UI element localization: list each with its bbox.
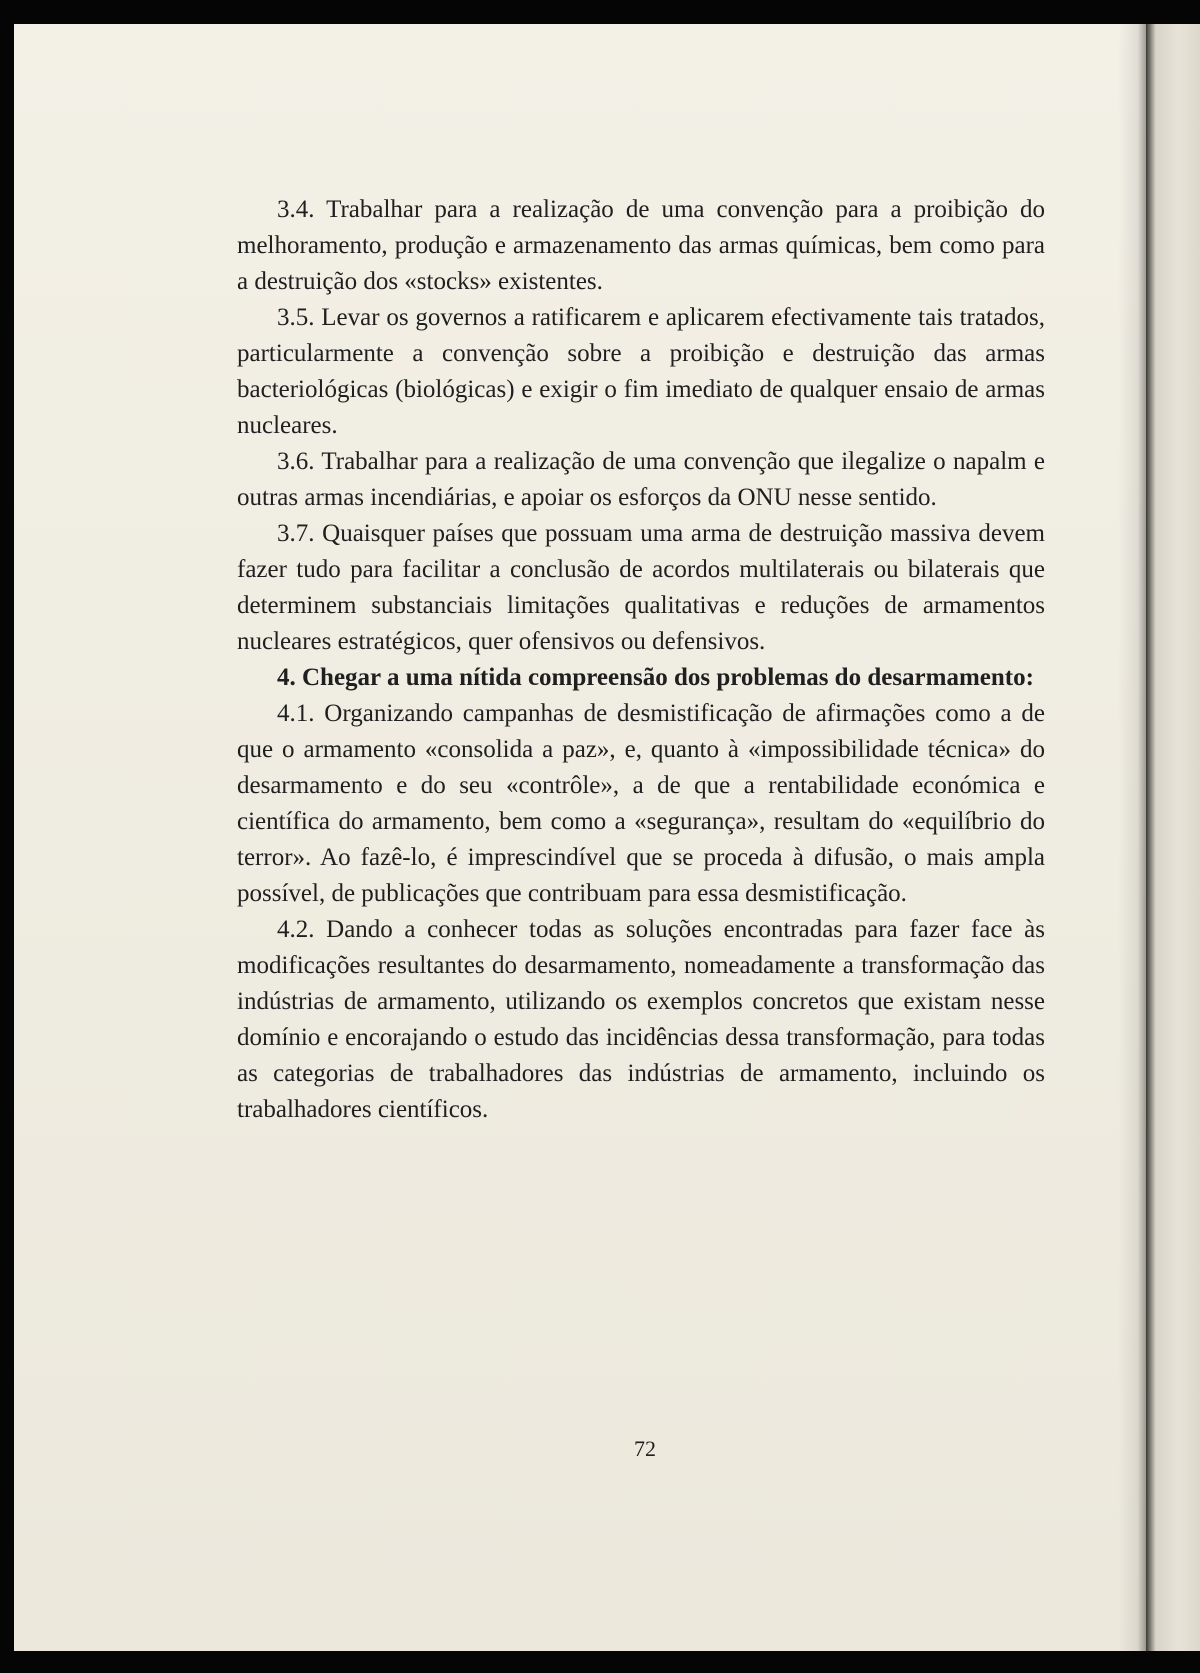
paragraph-4-1: 4.1. Organizando campanhas de desmistificação de afirmações como a de que o armamento «consolida a paz», e, quanto à «impossibilidade técnica» do desarmamento e do seu «contrôle», a de que a rentabilidade económica e científica do armamento, bem como a «segurança», resultam do «equilíbrio do terror». Ao fazê-lo, é imprescindível que se proceda à difusão, o mais ampla possível, de publicações que contribuam para essa desmistificação. (237, 700, 1045, 907)
section-heading-4: 4. Chegar a uma nítida compreensão dos problemas do desarmamento: (277, 664, 1034, 691)
gutter-shadow (1118, 24, 1146, 1651)
page-number: 72 (634, 1436, 656, 1461)
paragraph-4-2: 4.2. Dando a conhecer todas as soluções encontradas para fazer face às modificações resultantes do desarmamento, nomeadamente a transformação das indústrias de armamento, utilizando os exemplos concretos que existam nesse domínio e encorajando o estudo das incidências dessa transformação, para todas as categorias de trabalhadores das indústrias de armamento, incluindo os trabalhadores científicos. (237, 916, 1045, 1123)
adjacent-page-edge (1146, 24, 1200, 1651)
paragraph-3-6: 3.6. Trabalhar para a realização de uma convenção que ilegalize o napalm e outras armas incendiárias, e apoiar os esforços da ONU nesse sentido. (237, 448, 1045, 511)
body-text (237, 192, 1045, 1128)
paragraph-3-7: 3.7. Quaisquer países que possuam uma arma de destruição massiva devem fazer tudo para facilitar a conclusão de acordos multilaterais ou bilaterais que determinem substanciais limitações qualitativas e reduções de armamentos nucleares estratégicos, quer ofensivos ou defensivos. (237, 520, 1045, 655)
paragraph-3-4: 3.4. Trabalhar para a realização de uma convenção para a proibição do melhoramento, produção e armazenamento das armas químicas, bem como para a destruição dos «stocks» existentes. (237, 196, 1045, 295)
paragraph-3-5: 3.5. Levar os governos a ratificarem e aplicarem efectivamente tais tratados, particularmente a convenção sobre a proibição e destruição das armas bacteriológicas (biológicas) e exigir o fim imediato de qualquer ensaio de armas nucleares. (237, 304, 1045, 439)
